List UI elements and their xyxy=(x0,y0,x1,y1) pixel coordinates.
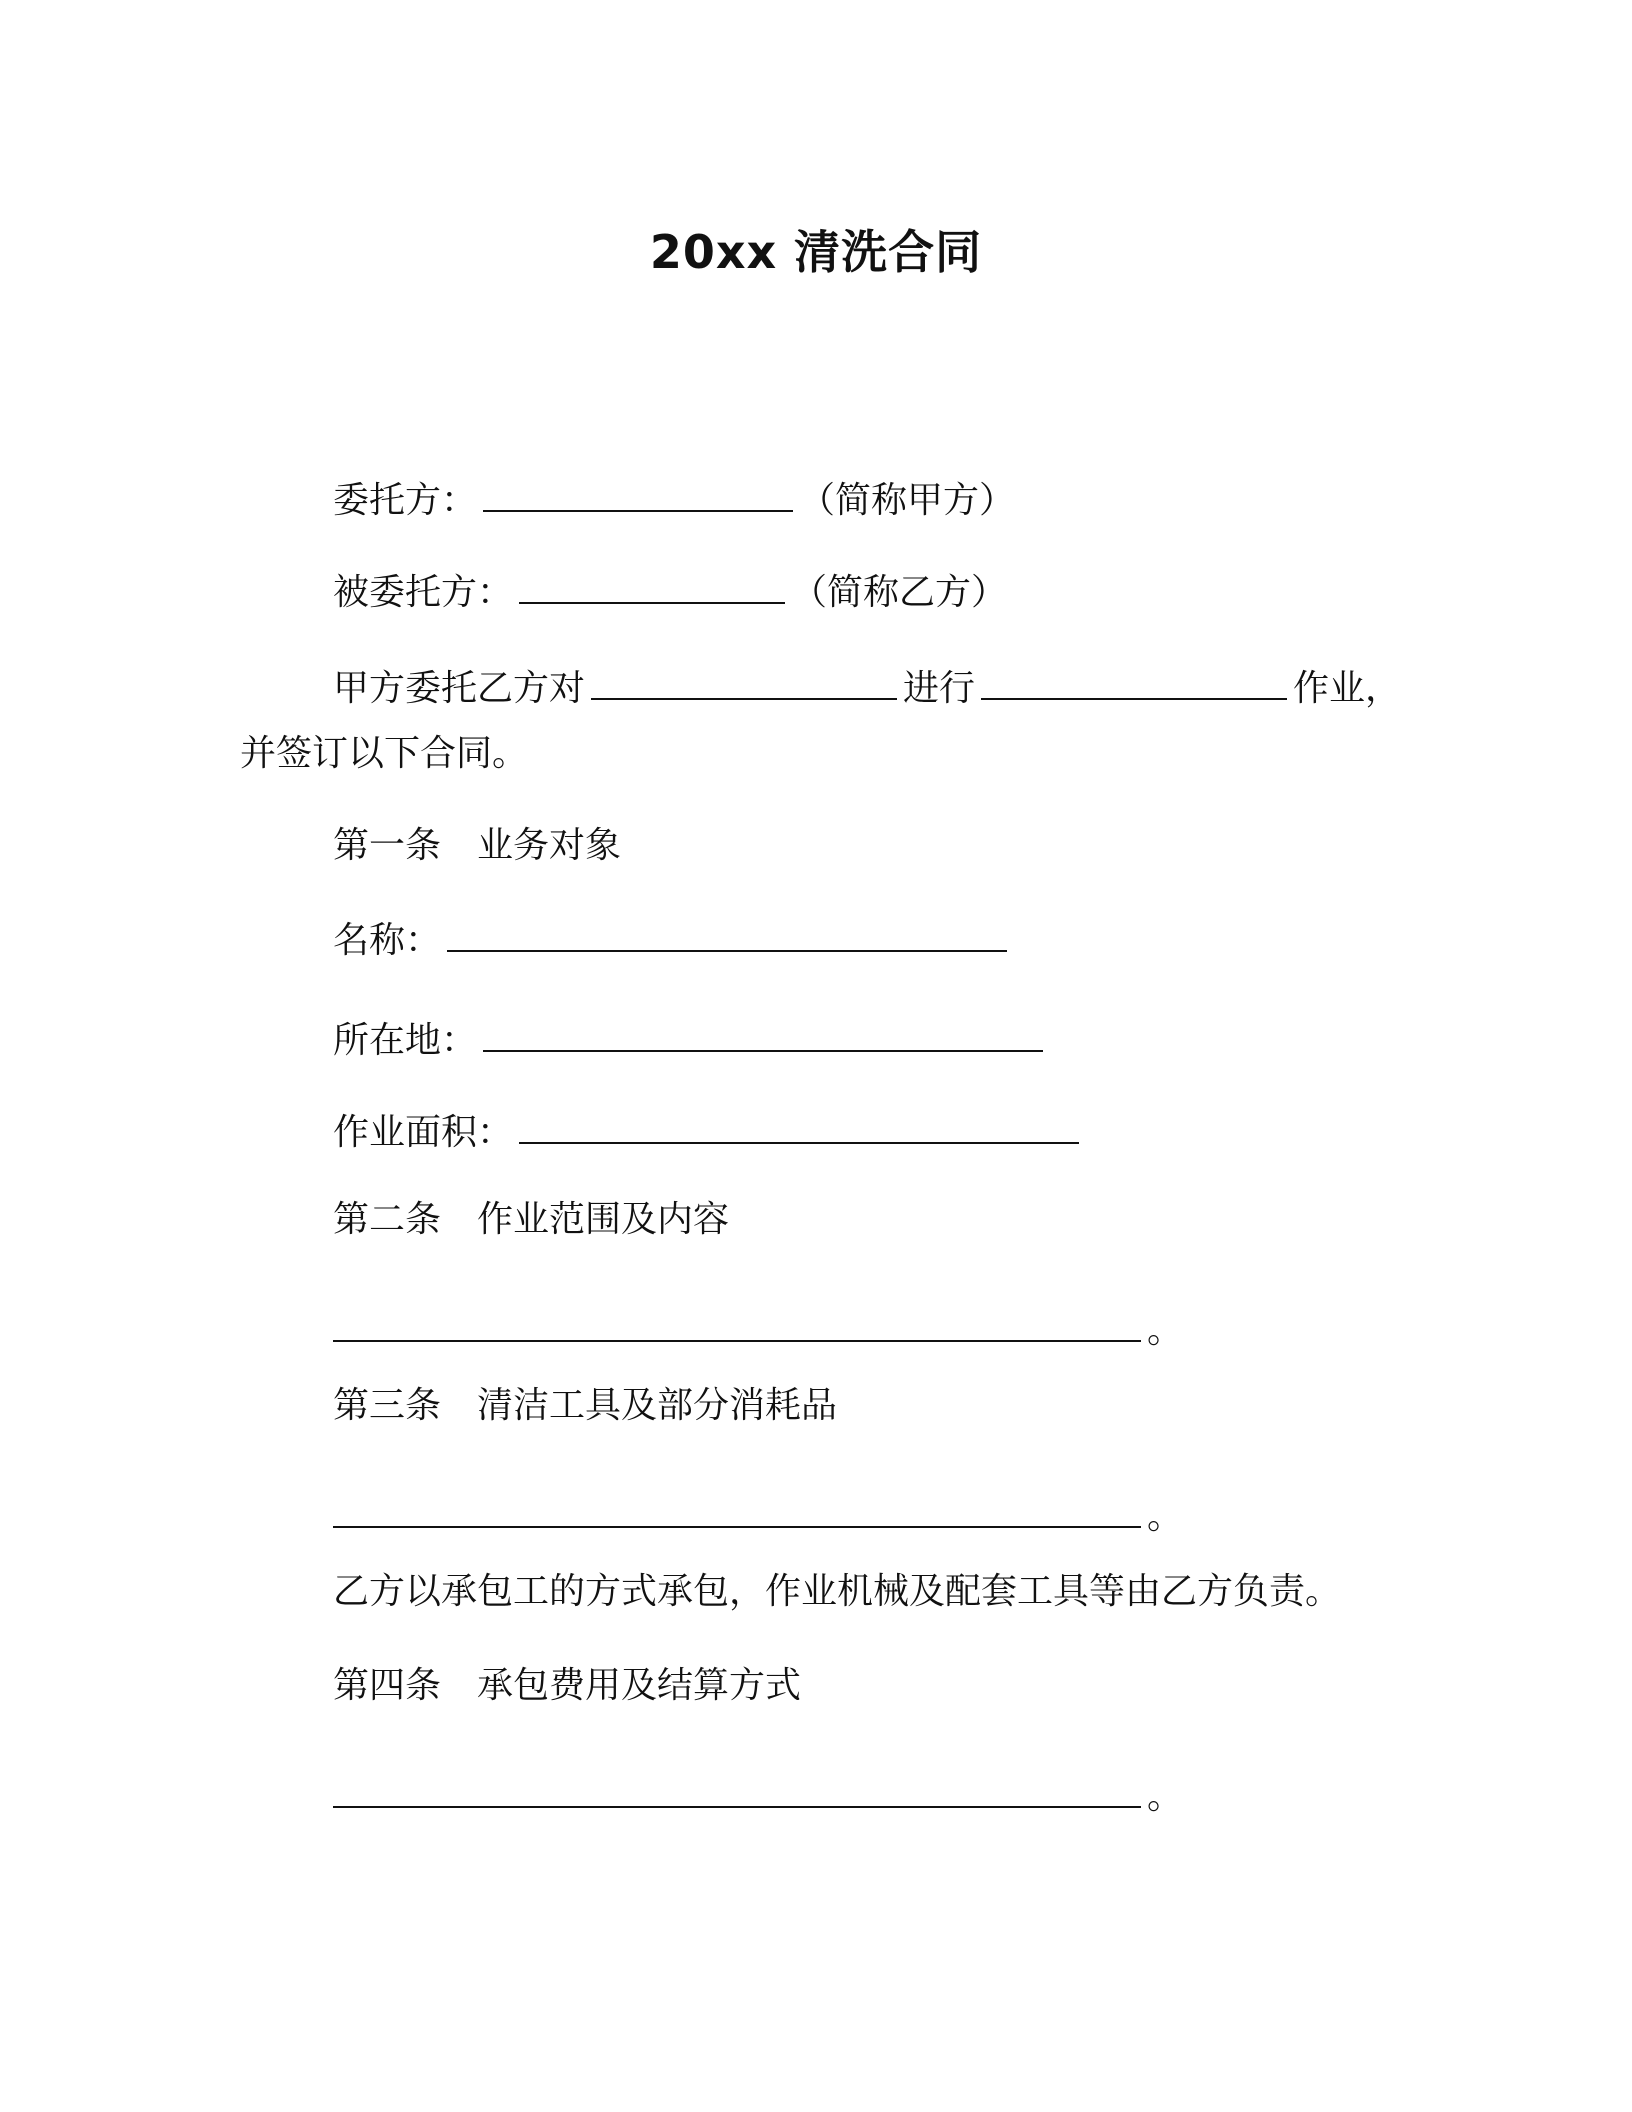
article3-text: 乙方以承包工的方式承包，作业机械及配套工具等由乙方负责。 xyxy=(333,1571,1342,1612)
article4-blank[interactable] xyxy=(333,1772,1141,1808)
intro-line-2: 并签订以下合同。 xyxy=(240,733,529,774)
article4-heading: 第四条 承包费用及结算方式 xyxy=(333,1665,802,1706)
area-line xyxy=(333,1108,1085,1157)
intro-part3: 作业， xyxy=(1293,668,1402,709)
article2-blank-line xyxy=(333,1306,1183,1355)
contractor-line xyxy=(333,568,1007,617)
area-label: 作业面积： xyxy=(333,1112,514,1153)
contractor-blank[interactable] xyxy=(519,568,785,604)
article3-end: 。 xyxy=(1147,1496,1184,1537)
name-blank[interactable] xyxy=(447,916,1007,952)
article3-blank[interactable] xyxy=(333,1492,1141,1528)
location-blank[interactable] xyxy=(483,1016,1043,1052)
name-line xyxy=(333,916,1013,965)
location-line xyxy=(333,1016,1049,1065)
article3-heading: 第三条 清洁工具及部分消耗品 xyxy=(333,1385,838,1426)
client-suffix: （简称甲方） xyxy=(799,480,1016,521)
document-title: 20xx 清洗合同 xyxy=(649,225,983,279)
intro-part2: 进行 xyxy=(903,668,976,709)
client-line xyxy=(333,476,1015,525)
article2-heading: 第二条 作业范围及内容 xyxy=(333,1199,730,1240)
article2-end: 。 xyxy=(1147,1310,1184,1351)
name-label: 名称： xyxy=(333,920,442,961)
area-blank[interactable] xyxy=(519,1108,1079,1144)
client-blank[interactable] xyxy=(483,476,793,512)
intro-work-blank[interactable] xyxy=(981,664,1287,700)
article4-blank-line xyxy=(333,1772,1183,1821)
intro-part1: 甲方委托乙方对 xyxy=(333,668,586,709)
client-label: 委托方： xyxy=(333,480,478,521)
location-label: 所在地： xyxy=(333,1020,478,1061)
article1-heading: 第一条 业务对象 xyxy=(333,825,622,866)
article4-end: 。 xyxy=(1147,1776,1184,1817)
intro-line-1 xyxy=(333,664,1401,713)
article3-blank-line xyxy=(333,1492,1183,1541)
contractor-suffix: （简称乙方） xyxy=(791,572,1008,613)
contractor-label: 被委托方： xyxy=(333,572,514,613)
article2-blank[interactable] xyxy=(333,1306,1141,1342)
intro-object-blank[interactable] xyxy=(591,664,897,700)
